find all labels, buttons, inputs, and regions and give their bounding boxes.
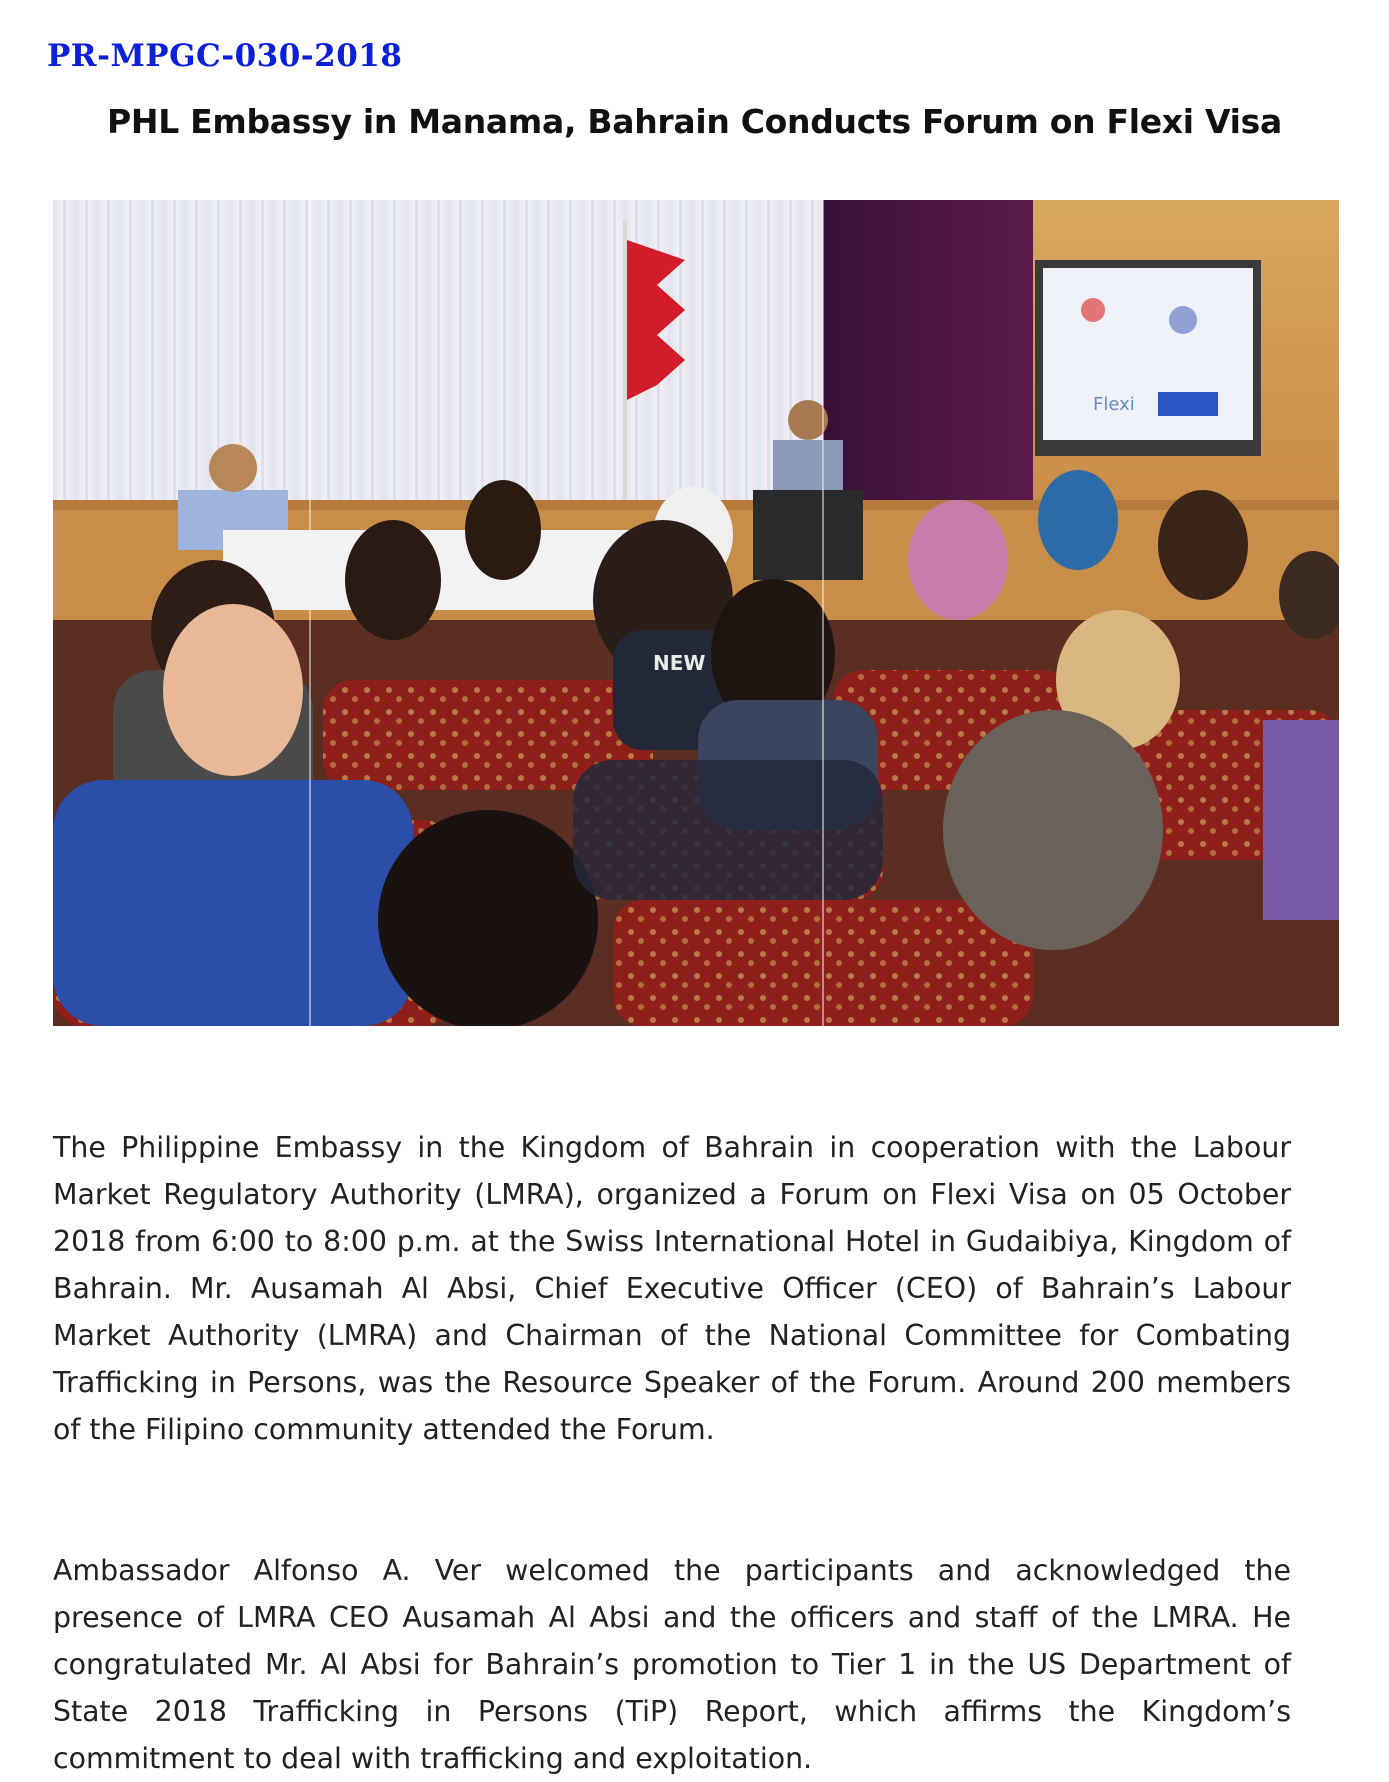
podium [753,490,863,580]
document-title: PHL Embassy in Manama, Bahrain Conducts Forum on Flexi Visa [107,102,1282,141]
body-paragraph-1: The Philippine Embassy in the Kingdom of Bahrain in cooperation with the Labour Market Regulatory Authority (LMRA), organized a Forum on Flexi Visa on 05 October 2018 from 6:00 to 8:00 p.m. at the Swiss International Hotel in Gudaibiya, Kingdom of Bahrain. Mr. Ausamah Al Absi, Chief Executive Officer (CEO) of Bahrain’s Labour Market Authority (LMRA) and Chairman of the National Committee for Combating Trafficking in Persons, was the Resource Speaker of the Forum. Around 200 members of the Filipino community attended the Forum. [53,1131,1291,1446]
press-release-reference: PR-MPGC-030-2018 [47,38,403,74]
body-paragraph-2: Ambassador Alfonso A. Ver welcomed the participants and acknowledged the presence of LMRA CEO Ausamah Al Absi and the officers and staff of the LMRA. He congratulated Mr. Al Absi for Bahrain’s promotion to Tier 1 in the US Department of State 2018 Trafficking in Persons (TiP) Report, which affirms the Kingdom’s commitment to deal with trafficking and exploitation. [53,1554,1291,1775]
white-curtain [53,200,823,510]
forum-photo [53,200,1339,1026]
purple-curtain [823,200,1033,500]
slide-text: Flexi [1093,394,1135,415]
shirt-text: NEW [653,651,706,675]
